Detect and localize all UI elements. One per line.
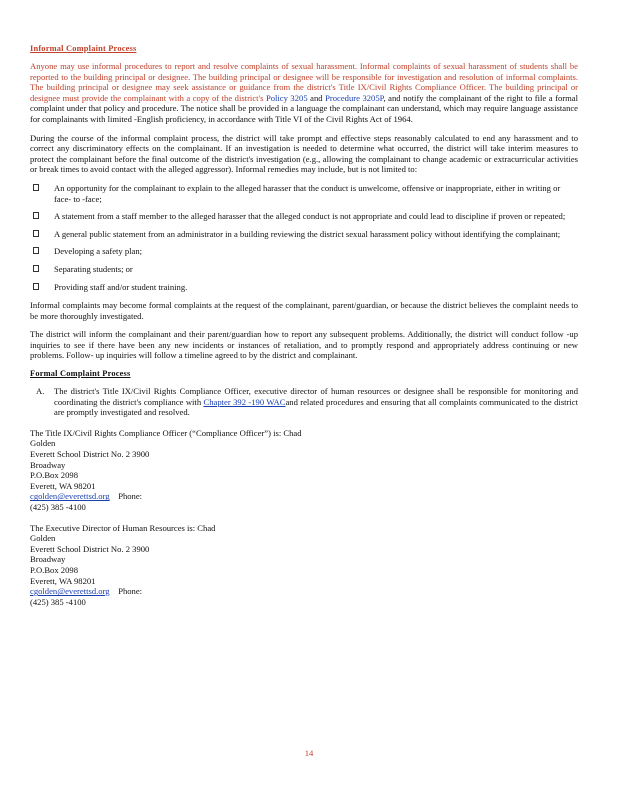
phone-number: (425) 385 -4100 <box>30 502 86 512</box>
formal-item-a-text: The district's Title IX/Civil Rights Compliance Officer, executive director of human resources or designee shall be responsible for monitoring and coordinating the district's compliance with <box>54 386 578 407</box>
phone-label: Phone: <box>118 491 143 502</box>
list-item-text: Separating students; or <box>54 263 133 274</box>
and-text: and <box>310 92 323 103</box>
contact-line: Everett, WA 98201 <box>30 480 96 491</box>
informal-paragraph-2: During the course of the informal complaint process, the district will take prompt and effective steps reasonably calculated to end any harassment and to correct any discriminatory effects on the complainant. If an investigation is needed to determine what occurred, the district will take interim measures to protect the complainant before the final outcome of the district's investigation (e.g., allowing the complainant to change academic or extracurricular activities or break times to avoid contact with the alleged aggressor). Informal remedies may include, but is not limited to: <box>30 132 578 175</box>
procedure-3205p-link[interactable]: Procedure 3205P <box>325 92 384 103</box>
list-item-text: Providing staff and/or student training. <box>54 281 188 292</box>
phone-label: Phone: <box>118 586 143 597</box>
list-item <box>30 211 578 222</box>
informal-paragraph-1 <box>30 61 578 125</box>
bullet-box-icon <box>33 265 39 272</box>
hr-director-contact <box>30 523 578 608</box>
list-item <box>30 183 578 204</box>
informal-paragraph-3: Informal complaints may become formal complaints at the request of the complainant, parent/guardian, or because the district believes the complaint needs to be more thoroughly investigated. <box>30 300 578 321</box>
bullet-box-icon <box>33 283 39 290</box>
list-item-text: Developing a safety plan; <box>54 246 143 257</box>
contact-line: Broadway <box>30 459 66 470</box>
page-number: 14 <box>304 748 314 758</box>
formal-item-a-tail: and related procedures and ensuring that all complaints communicated to the district are promptly investigated and resolved. <box>54 396 579 418</box>
list-item-text: An opportunity for the complainant to explain to the alleged harasser that the conduct is unwelcome, offensive or inappropriate, either in writing or face- to -face; <box>54 182 561 204</box>
informal-heading: Informal Complaint Process <box>30 44 137 53</box>
contact-line: P.O.Box 2098 <box>30 470 78 481</box>
phone-number: (425) 385 -4100 <box>30 596 86 607</box>
contact-line: Broadway <box>30 554 66 565</box>
contact-line: Everett School District No. 2 3900 <box>30 543 150 554</box>
list-item <box>30 229 578 240</box>
contact-line: The Executive Director of Human Resources is: Chad <box>30 522 216 533</box>
informal-paragraph-4: The district will inform the complainant and their parent/guardian how to report any subsequent problems. Additionally, the district will conduct follow -up inquiries to see if there have been any new incidents or instances of retaliation, and to promptly respond and appropriately address continuing or new problems. Follow- up inquiries will follow a timeline agreed to by the district and complainant. <box>30 329 578 361</box>
list-item-text: A general public statement from an administrator in a building reviewing the district sexual harassment policy without identifying the complainant; <box>54 228 561 239</box>
email-link[interactable]: cgolden@everettsd.org <box>30 586 110 597</box>
remedies-list <box>30 183 578 292</box>
contact-line: Everett, WA 98201 <box>30 575 96 586</box>
bullet-box-icon <box>33 212 39 219</box>
item-marker: A. <box>36 386 45 397</box>
contact-line: P.O.Box 2098 <box>30 564 78 575</box>
contact-line: Everett School District No. 2 3900 <box>30 449 150 460</box>
bullet-box-icon <box>33 184 39 191</box>
formal-heading: Formal Complaint Process <box>30 369 131 379</box>
policy-3205-link[interactable]: Policy 3205 <box>265 92 308 103</box>
compliance-officer-contact <box>30 428 578 513</box>
informal-p1-text: Anyone may use informal procedures to report and resolve complaints of sexual harassment. Informal complaints of sexual harassment of students shall be reported to the building principal or designee. The building principal or designee will be responsible for investigation and resolution of informal complaints. The building principal or designee may seek assistance or guidance from the district's Title IX/Civil Rights Compliance Officer. The building principal or designee must provide the complainant with a copy of the district's <box>30 61 578 103</box>
list-item-text: A statement from a staff member to the alleged harasser that the alleged conduct is not appropriate and could lead to discipline if proven or repeated; <box>54 211 566 222</box>
formal-item-a <box>30 386 578 418</box>
list-item <box>30 246 578 257</box>
bullet-box-icon <box>33 247 39 254</box>
wac-link[interactable]: Chapter 392 -190 WAC <box>203 396 286 407</box>
email-phone-line <box>30 586 578 597</box>
list-item <box>30 282 578 293</box>
document-page <box>30 44 578 617</box>
informal-p1-tail: , and notify the complainant of the right to file a formal complaint under that policy and procedure. The notice shall be provided in a language the complainant can understand, which may require language assistance for complainants with limited -English proficiency, in accordance with Title VI of the Civil Rights Act of 1964. <box>30 92 578 124</box>
contact-line: The Title IX/Civil Rights Compliance Officer (“Compliance Officer”) is: Chad <box>30 427 302 438</box>
contact-line: Golden <box>30 438 56 449</box>
email-phone-line <box>30 491 578 502</box>
list-item <box>30 264 578 275</box>
email-link[interactable]: cgolden@everettsd.org <box>30 491 110 502</box>
bullet-box-icon <box>33 230 39 237</box>
contact-line: Golden <box>30 533 56 544</box>
